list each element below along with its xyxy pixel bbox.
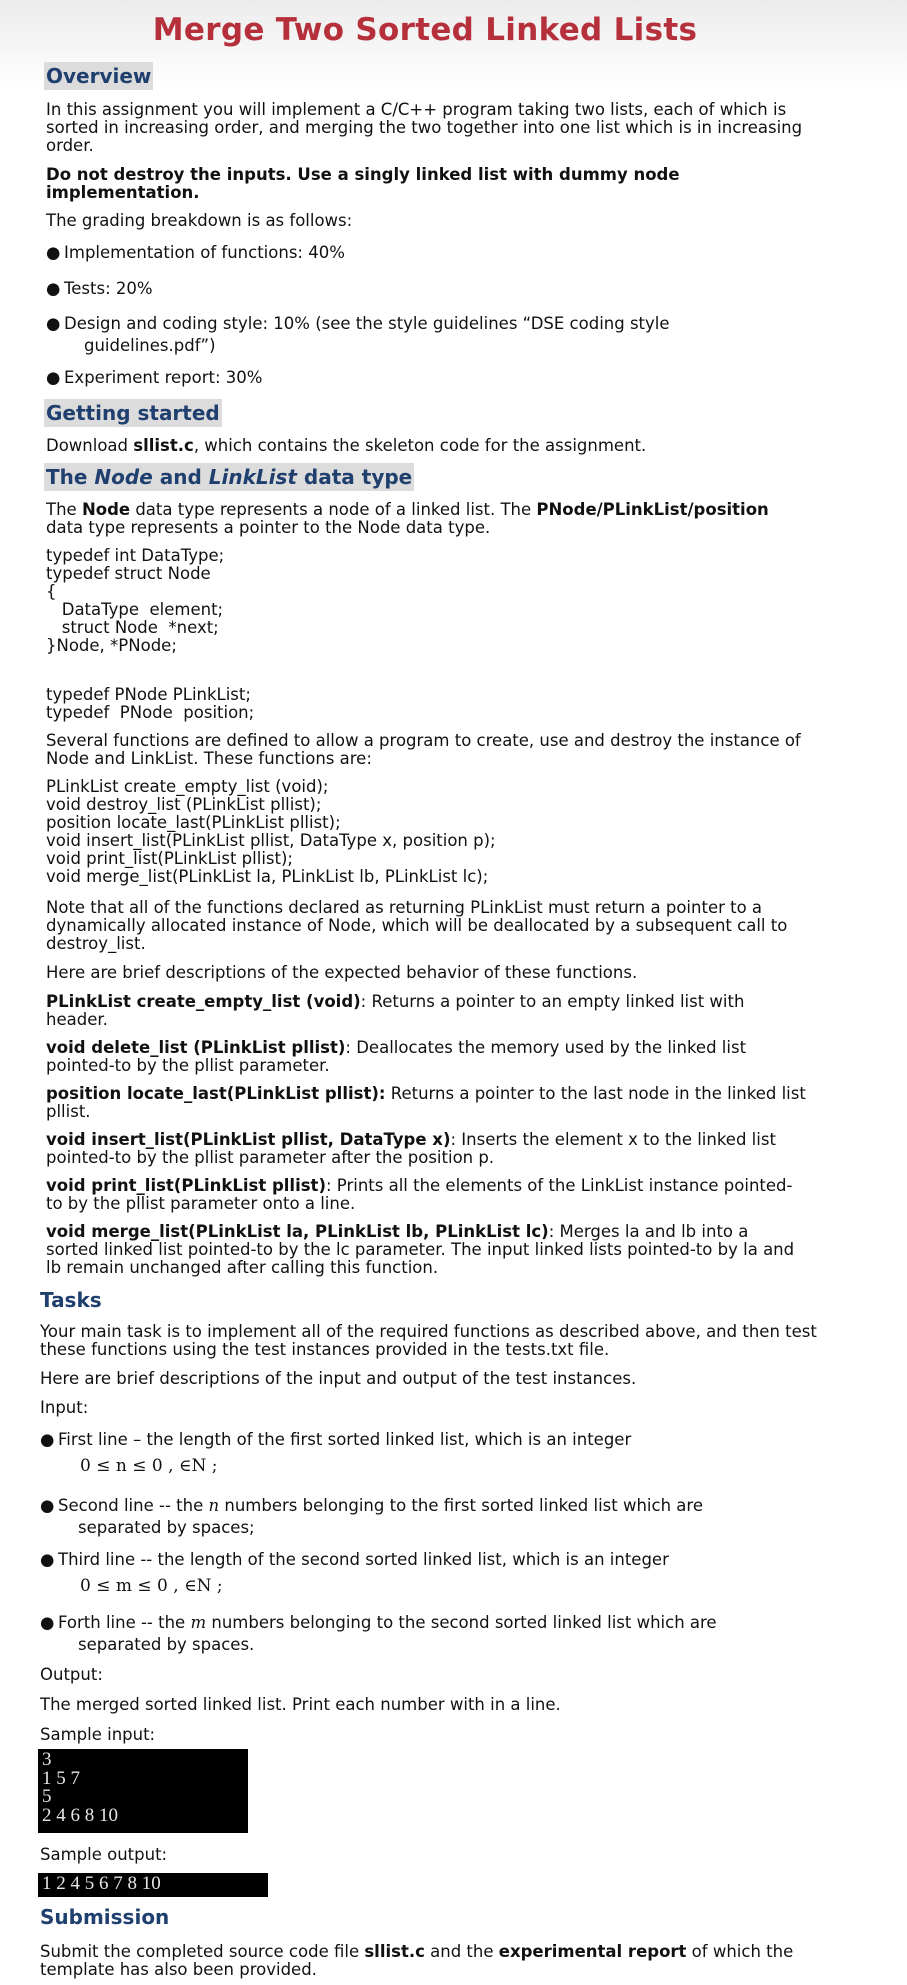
sample-input-label: Sample input: [40,1725,156,1744]
grading-item-tests: ● Tests: 20% [46,279,153,298]
typedef-code-block: typedef int DataType; typedef struct Node { DataType element; struct Node *next; }Node, *PNode; [46,546,225,655]
datatype-heading: The Node and LinkList data type [46,465,413,489]
grading-item-style-cont: guidelines.pdf”) [84,336,216,355]
bullet-dot-icon: ● [46,243,61,262]
getting-started-text: Download sllist.c, which contains the skeleton code for the assignment. [46,436,647,455]
fn-create-empty-list: PLinkList create_empty_list (void): Returns a pointer to an empty linked list with header. [46,992,745,1029]
bullet-dot-icon: ● [46,279,61,298]
sllist-file-name: sllist.c [133,436,194,455]
grading-item-report: ● Experiment report: 30% [46,368,263,387]
tasks-main: Your main task is to implement all of the required functions as described above, and then test these functions using the test instances provided in the tests.txt file. [40,1322,817,1359]
grading-item-implementation: ● Implementation of functions: 40% [46,243,345,262]
math-m-range: 0 ≤ m ≤ 0 , ∈N ; [80,1576,223,1596]
overview-intro: In this assignment you will implement a C/C++ program taking two lists, each of which is sorted in increasing order, and merging the two together into one list which is in increasing order. [46,100,803,155]
submission-heading: Submission [40,1905,170,1929]
tasks-heading: Tasks [40,1288,102,1312]
fn-delete-list: void delete_list (PLinkList pllist): Deallocates the memory used by the linked list pointed-to by the pllist parameter. [46,1038,747,1075]
input-item-first-line: ● First line – the length of the first sorted linked list, which is an integer [40,1430,632,1449]
math-n-range: 0 ≤ n ≤ 0 , ∈N ; [80,1456,218,1476]
grading-intro: The grading breakdown is as follows: [46,211,353,230]
input-item-fourth-line-cont: separated by spaces. [78,1635,255,1654]
bullet-dot-icon: ● [40,1613,55,1632]
io-intro: Here are brief descriptions of the input and output of the test instances. [40,1369,637,1388]
descriptions-intro: Here are brief descriptions of the expected behavior of these functions. [46,963,638,982]
bullet-dot-icon: ● [46,368,61,387]
input-item-third-line: ● Third line -- the length of the second sorted linked list, which is an integer [40,1550,669,1569]
output-description: The merged sorted linked list. Print each number with in a line. [40,1695,561,1714]
input-item-second-line-cont: separated by spaces; [78,1518,255,1537]
bullet-dot-icon: ● [40,1430,55,1449]
functions-intro: Several functions are defined to allow a program to create, use and destroy the instance of Node and LinkList. These functions are: [46,731,801,768]
input-label: Input: [40,1398,89,1417]
bullet-dot-icon: ● [46,314,61,333]
fn-print-list: void print_list(PLinkList pllist): Prints all the elements of the LinkList instance pointed-to by the pllist parameter onto a line. [46,1176,793,1213]
getting-started-heading: Getting started [46,401,220,425]
allocation-note: Note that all of the functions declared as returning PLinkList must return a pointer to a dynamically allocated instance of Node, which will be deallocated by a subsequent call to destroy_list. [46,898,788,953]
output-label: Output: [40,1665,103,1684]
sample-output-label: Sample output: [40,1845,168,1864]
datatype-description: The Node data type represents a node of a linked list. The PNode/PLinkList/position data type represents a pointer to the Node data type. [46,500,769,537]
typedef-alias-code-block: typedef PNode PLinkList; typedef PNode position; [46,685,255,722]
submission-text: Submit the completed source code file sllist.c and the experimental report of which the template has also been provided. [40,1942,794,1979]
document-title: Merge Two Sorted Linked Lists [152,12,698,48]
overview-heading: Overview [46,64,152,88]
bullet-dot-icon: ● [40,1496,55,1515]
input-item-second-line: ● Second line -- the n numbers belonging to the first sorted linked list which are [40,1496,703,1515]
fn-merge-list: void merge_list(PLinkList la, PLinkList lb, PLinkList lc): Merges la and lb into a sorted linked list pointed-to by the lc parameter. The input linked lists pointed-to by la and lb remain unchanged after calling this function. [46,1222,795,1277]
bullet-dot-icon: ● [40,1550,55,1569]
overview-warning: Do not destroy the inputs. Use a singly linked list with dummy node implementation. [46,165,680,202]
function-prototypes-code: PLinkList create_empty_list (void); void destroy_list (PLinkList pllist); position locate_last(PLinkList pllist); void insert_list(PLinkList pllist, DataType x, position p); void print_list(PLinkList pllist); void merge_list(PLinkList la, PLinkList lb, PLinkList lc); [46,777,496,886]
grading-item-style: ● Design and coding style: 10% (see the style guidelines “DSE coding style [46,314,670,333]
input-item-fourth-line: ● Forth line -- the m numbers belonging to the second sorted linked list which are [40,1613,717,1632]
sample-output-console: 1 2 4 5 6 7 8 10 [38,1873,268,1897]
sample-input-console: 3 1 5 7 5 2 4 6 8 10 [38,1749,248,1833]
fn-locate-last: position locate_last(PLinkList pllist): Returns a pointer to the last node in the linked list pllist. [46,1084,806,1121]
fn-insert-list: void insert_list(PLinkList pllist, DataType x): Inserts the element x to the linked list pointed-to by the pllist parameter after the position p. [46,1130,776,1167]
